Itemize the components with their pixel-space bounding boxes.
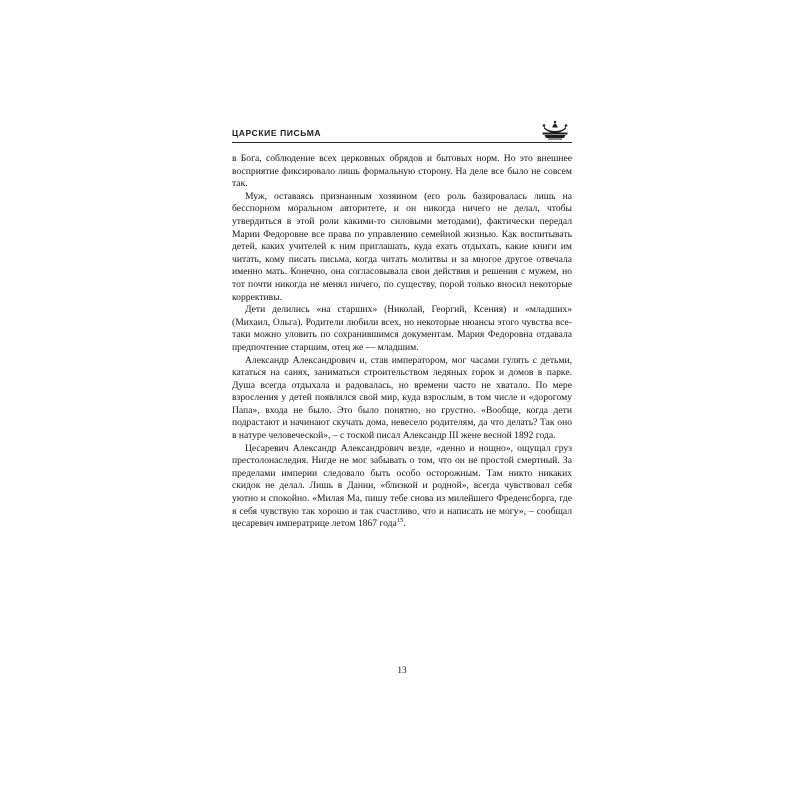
paragraph-tail: . bbox=[403, 518, 406, 530]
paragraph: в Бога, соблюдение всех церковных обрядов и бытовых норм. Но это внешнее восприятие фиксировало лишь формальную сторону. На деле все было не совсем так. bbox=[232, 153, 572, 190]
paragraph: Александр Александрович и, став императором, мог часами гулять с детьми, кататься на санях, заниматься строительством ледяных горок и домов в парке. Душа всегда отдыхала и радовалась, но времени часто не хватало. По мере взросления у детей появлялся свой мир, куда взрослым, в том числе и «дорогому Папа», входа не было. Это было понятно, но грустно. «Вообще, когда дети подрастают и начинают скучать дома, невесело родителям, да что делать? Так оно в натуре человеческой», – с тоской писал Александр III жене весной 1892 года. bbox=[232, 354, 572, 442]
footnote-reference: 15 bbox=[396, 517, 404, 525]
crown-icon bbox=[538, 120, 572, 140]
paragraph-text: Цесаревич Александр Александрович везде, «денно и нощно», ощущал груз престолонаследия. Нигде не мог забывать о том, что он не простой смертный. За пределами империи следовало быть особо осторожным. Там никто никаких скидок не делал. Лишь в Дании, «близкой и родной», всегда чувствовал себя уютно и спокойно. «Милая Ма, пишу тебе снова из милейшего Фреденсборга, где я себя чувствую так хорошо и так счастливо, что и написать не могу», – сообщал цесаревич императрице летом 1867 года bbox=[232, 442, 572, 530]
paragraph-with-footnote bbox=[232, 443, 572, 531]
page-text-block bbox=[232, 120, 572, 680]
paragraph: Дети делились «на старших» (Николай, Георгий, Ксения) и «младших» (Михаил, Ольга). Родители любили всех, но некоторые нюансы этого чувства все-таки можно уловить по сохранившимся документам. Мария Федоровна отдавала предпочтение старшим, отец же — младшим. bbox=[232, 304, 572, 353]
page-number: 13 bbox=[397, 665, 407, 675]
running-head bbox=[232, 120, 572, 143]
body-text bbox=[232, 153, 572, 531]
running-head-title: ЦАРСКИЕ ПИСЬМА bbox=[232, 128, 322, 138]
paragraph: Муж, оставаясь признанным хозяином (его роль базировалась лишь на бесспорном моральном авторитете, и он никогда ничего не делал, чтобы утвердиться в этой роли какими-то силовыми методами), фактически передал Марии Федоровне все права по управлению семейной жизнью. Как воспитывать детей, каких учителей к ним приглашать, куда ехать отдыхать, какие книги им читать, кому писать письма, когда читать молитвы и за многое другое отвечала именно мать. Конечно, она согласовывала свои действия и решения с мужем, но тот почти никогда не менял ничего, по существу, порой только вносил некоторые коррективы. bbox=[232, 190, 572, 303]
